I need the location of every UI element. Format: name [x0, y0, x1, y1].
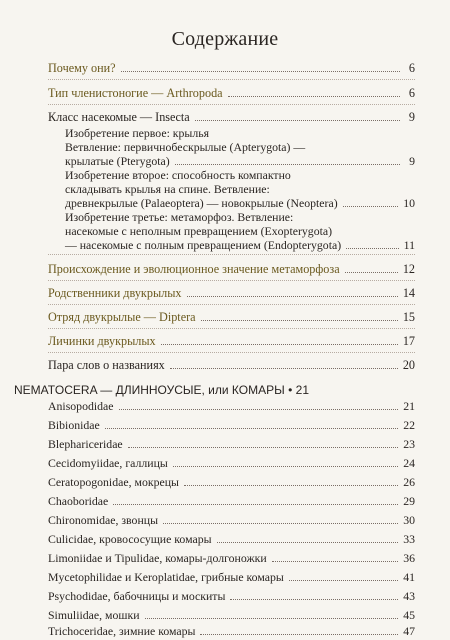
- family-entry[interactable]: [48, 475, 415, 489]
- family-entry[interactable]: [48, 399, 415, 413]
- dot-leader: [119, 409, 399, 410]
- toc-entry[interactable]: [48, 286, 415, 300]
- toc-entry-label: Тип членистоногие — Arthropoda: [48, 86, 223, 100]
- toc-entry-page: 12: [402, 262, 415, 276]
- toc-entry[interactable]: [48, 61, 415, 75]
- toc-entry-label: Отряд двукрылые — Diptera: [48, 310, 196, 324]
- family-page: 41: [403, 570, 415, 584]
- family-entry[interactable]: [48, 437, 415, 451]
- toc-entry-page: 17: [402, 334, 415, 348]
- family-label: Mycetophilidae и Keroplatidae, грибные комары: [48, 570, 284, 584]
- toc-entry[interactable]: [48, 110, 415, 124]
- toc-entry-page: 9: [408, 110, 415, 124]
- family-page: 23: [403, 437, 415, 451]
- divider: [48, 254, 415, 255]
- toc-subentry-line: Ветвление: первичнобескрылые (Apterygota) —: [65, 140, 306, 154]
- section-title: NEMATOCERA — ДЛИННОУСЫЕ, или КОМАРЫ: [14, 383, 285, 397]
- dot-leader: [163, 523, 398, 524]
- family-entry[interactable]: [48, 532, 415, 546]
- dot-leader: [272, 561, 399, 562]
- family-label: Chaoboridae: [48, 494, 109, 508]
- dot-leader: [343, 206, 399, 207]
- divider: [48, 79, 415, 80]
- dot-leader: [230, 599, 398, 600]
- family-entry[interactable]: [48, 513, 415, 527]
- toc-entry-label: Происхождение и эволюционное значение метаморфоза: [48, 262, 340, 276]
- family-label: Psychodidae, бабочницы и москиты: [48, 589, 226, 603]
- family-page: 26: [403, 475, 415, 489]
- toc-subentry-line: Изобретение первое: крылья: [65, 126, 210, 140]
- family-label: Ceratopogonidae, мокрецы: [48, 475, 179, 489]
- toc-entry-page: 6: [408, 86, 415, 100]
- family-label: Blephariceridae: [48, 437, 123, 451]
- family-page: 45: [403, 608, 415, 622]
- family-label: Simuliidae, мошки: [48, 608, 140, 622]
- divider: [48, 104, 415, 105]
- dot-leader: [346, 248, 399, 249]
- dot-leader: [105, 428, 398, 429]
- toc-subentry-line: насекомые с неполным превращением (Exopterygota): [65, 224, 333, 238]
- family-label: Culicidae, кровососущие комары: [48, 532, 212, 546]
- toc-entry[interactable]: [48, 262, 415, 276]
- divider: [48, 352, 415, 353]
- toc-entry-label: Личинки двукрылых: [48, 334, 156, 348]
- toc-entry[interactable]: [48, 310, 415, 324]
- toc-subentry-line: — насекомые с полным превращением (Endopterygota): [65, 238, 342, 252]
- dot-leader: [175, 164, 400, 165]
- dot-leader: [217, 542, 399, 543]
- toc-entry-page: 10: [403, 196, 415, 210]
- family-page: 22: [403, 418, 415, 432]
- toc-subentry-line: Изобретение третье: метаморфоз. Ветвление:: [65, 210, 294, 224]
- toc-subentry-line: Изобретение второе: способность компактно: [65, 168, 291, 182]
- section-bullet: •: [288, 383, 293, 397]
- dot-leader: [187, 296, 398, 297]
- divider: [48, 280, 415, 281]
- toc-entry-page: 6: [408, 61, 415, 75]
- toc-entry-page: 11: [403, 238, 415, 252]
- family-entry[interactable]: [48, 589, 415, 603]
- family-label: Trichoceridae, зимние комары: [48, 624, 196, 638]
- family-label: Cecidomyiidae, галлицы: [48, 456, 168, 470]
- dot-leader: [173, 466, 398, 467]
- toc-entry-page: 20: [402, 358, 415, 372]
- section-heading[interactable]: [14, 383, 309, 397]
- family-page: 36: [403, 551, 415, 565]
- family-label: Chironomidae, звонцы: [48, 513, 158, 527]
- family-entry[interactable]: [48, 418, 415, 432]
- dot-leader: [128, 447, 399, 448]
- toc-entry[interactable]: [48, 86, 415, 100]
- dot-leader: [170, 368, 398, 369]
- family-page: 21: [403, 399, 415, 413]
- dot-leader: [184, 485, 398, 486]
- toc-entry-page: 15: [402, 310, 415, 324]
- section-page: 21: [295, 383, 309, 397]
- toc-subentry[interactable]: [65, 168, 415, 210]
- family-entry[interactable]: [48, 494, 415, 508]
- toc-subentry-line: крылатые (Pterygota): [65, 154, 170, 168]
- family-page: 47: [403, 624, 415, 638]
- toc-entry[interactable]: [48, 334, 415, 348]
- toc-subentry[interactable]: [65, 126, 415, 168]
- dot-leader: [345, 272, 398, 273]
- page-title: Содержание: [171, 28, 279, 50]
- toc-entry-label: Почему они?: [48, 61, 116, 75]
- family-entry[interactable]: [48, 551, 415, 565]
- family-label: Limoniidae и Tipulidae, комары-долгоножки: [48, 551, 267, 565]
- dot-leader: [201, 320, 398, 321]
- toc-entry-label: Родственники двукрылых: [48, 286, 182, 300]
- dot-leader: [121, 71, 400, 72]
- family-page: 24: [403, 456, 415, 470]
- toc-subentry[interactable]: [65, 210, 415, 252]
- toc-entry-page: 9: [409, 154, 415, 168]
- dot-leader: [200, 634, 398, 635]
- toc-subentry-line: складывать крылья на спине. Ветвление:: [65, 182, 270, 196]
- family-entry[interactable]: [48, 624, 415, 638]
- dot-leader: [161, 344, 398, 345]
- dot-leader: [195, 120, 400, 121]
- family-page: 29: [403, 494, 415, 508]
- toc-entry-label: Класс насекомые — Insecta: [48, 110, 190, 124]
- toc-entry-page: 14: [402, 286, 415, 300]
- toc-subentry-line: древнекрылые (Palaeoptera) — новокрылые (Neoptera): [65, 196, 338, 210]
- family-entry[interactable]: [48, 456, 415, 470]
- dot-leader: [289, 580, 398, 581]
- toc-entry[interactable]: [48, 358, 415, 372]
- dot-leader: [145, 618, 399, 619]
- family-page: 33: [403, 532, 415, 546]
- family-label: Bibionidae: [48, 418, 100, 432]
- divider: [48, 328, 415, 329]
- dot-leader: [113, 504, 398, 505]
- toc-entry-label: Пара слов о названиях: [48, 358, 165, 372]
- family-entry[interactable]: [48, 570, 415, 584]
- family-page: 30: [403, 513, 415, 527]
- family-label: Anisopodidae: [48, 399, 114, 413]
- dot-leader: [228, 96, 400, 97]
- divider: [48, 304, 415, 305]
- family-page: 43: [403, 589, 415, 603]
- family-entry[interactable]: [48, 608, 415, 622]
